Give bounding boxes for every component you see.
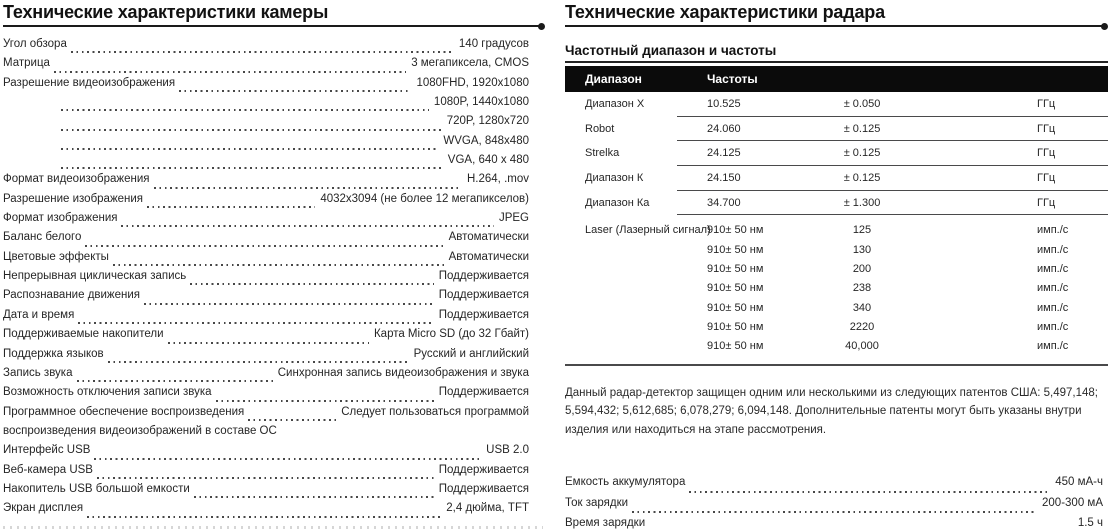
unit-label: имп./с [1037, 282, 1069, 295]
unit-label: имп./с [1037, 263, 1069, 276]
frequency-table-title: Частотный диапазон и частоты [565, 43, 777, 58]
pulse-rate-value: 238 [852, 282, 872, 295]
spec-row [3, 502, 529, 521]
dotted-leader [71, 51, 454, 53]
spec-label: Емкость аккумулятора [565, 476, 686, 489]
dotted-leader [168, 342, 369, 344]
unit-label: ГГц [1037, 147, 1056, 160]
tolerance-value: ± 0.125 [843, 172, 881, 185]
frequency-row [565, 117, 1108, 142]
radar-title-rule [565, 23, 1108, 31]
spec-value: 200-300 мА [1042, 496, 1103, 509]
dotted-leader [216, 400, 434, 402]
spacer-cell [922, 92, 1037, 117]
spec-row [3, 386, 529, 405]
spec-label: Непрерывная циклическая запись [3, 270, 187, 283]
spec-value: USB 2.0 [486, 444, 529, 457]
unit-label: ГГц [1037, 196, 1056, 209]
spec-value: Поддерживается [438, 463, 529, 476]
spec-label: Возможность отключения записи звука [3, 386, 212, 399]
frequency-table-rule [565, 61, 1108, 63]
laser-row [565, 337, 1108, 356]
dotted-leader [147, 206, 315, 208]
spec-value: 450 мА-ч [1055, 476, 1103, 489]
radar-section [565, 2, 1108, 529]
band-name [585, 241, 707, 260]
pulse-rate-value: 125 [852, 224, 872, 237]
spec-row [3, 406, 529, 425]
spec-row [3, 367, 529, 386]
frequency-value: 10.525 [707, 98, 741, 110]
unit-label: ГГц [1037, 98, 1056, 110]
dotted-leader [689, 491, 1050, 493]
spec-value: Поддерживается [438, 482, 529, 495]
spec-row [3, 231, 529, 250]
spec-label: Баланс белого [3, 231, 82, 244]
band-name [585, 299, 707, 318]
dotted-leader [61, 148, 438, 150]
band-name: Robot [585, 122, 615, 135]
dotted-leader [61, 109, 429, 111]
spec-row [3, 212, 529, 231]
spacer-cell [922, 241, 1037, 260]
wavelength-value: 910± 50 нм [707, 301, 764, 314]
spec-value: 4032x3094 (не более 12 мегапикселов) [320, 192, 529, 205]
unit-label: имп./с [1037, 301, 1069, 314]
frequency-value: 24.125 [707, 147, 741, 160]
spec-row [3, 328, 529, 347]
frequency-value: 24.060 [707, 122, 741, 135]
laser-rows [565, 215, 1108, 356]
spec-row [3, 57, 529, 76]
spec-value: JPEG [498, 212, 529, 225]
spec-value: Карта Micro SD (до 32 Гбайт) [373, 328, 529, 341]
spacer-cell [922, 260, 1037, 279]
dotted-leader [61, 167, 443, 169]
spacer-cell [922, 166, 1037, 191]
spec-value: 720P, 1280x720 [446, 115, 529, 128]
dotted-leader [194, 496, 434, 498]
spec-label: Цветовые эффекты [3, 250, 109, 263]
radar-section-title: Технические характеристики радара [565, 2, 885, 22]
spec-row [3, 96, 529, 115]
spec-label: Разрешение видеоизображения [3, 76, 176, 89]
spec-value: Поддерживается [438, 270, 529, 283]
spec-row [3, 309, 529, 328]
spec-row [3, 251, 529, 270]
unit-label: имп./с [1037, 224, 1069, 237]
spec-value: Поддерживается [438, 308, 529, 321]
spec-value: Автоматически [448, 231, 529, 244]
unit-label: ГГц [1037, 122, 1056, 135]
spec-label: Угол обзора [3, 38, 67, 50]
laser-row [565, 299, 1108, 318]
spec-row [3, 38, 529, 57]
spec-label: Распознавание движения [3, 289, 141, 302]
rule-line [565, 25, 1105, 27]
dotted-leader [632, 511, 1037, 513]
laser-row [565, 279, 1108, 298]
spec-row [3, 270, 529, 289]
dotted-leader [94, 458, 481, 460]
spec-value: Поддерживается [438, 289, 529, 302]
band-name: Диапазон X [585, 98, 645, 110]
spec-label: Накопитель USB большой емкости [3, 482, 190, 495]
dotted-leader [121, 225, 493, 227]
spec-row [3, 135, 529, 154]
frequency-row [565, 166, 1108, 191]
laser-row [565, 260, 1108, 279]
unit-label: ГГц [1037, 172, 1056, 185]
spec-label: Разрешение изображения [3, 192, 144, 205]
spacer-cell [922, 221, 1037, 240]
dotted-leader [77, 380, 273, 382]
spec-label: Программное обеспечение воспроизведения [3, 405, 245, 418]
spec-value: Поддерживается [438, 386, 529, 399]
spec-value: 3 мегапиксела, CMOS [411, 57, 529, 70]
spec-value: Русский и английский [413, 347, 529, 360]
frequency-row [565, 92, 1108, 117]
spec-value: Следует пользоваться программой [341, 405, 529, 418]
dotted-leader [87, 516, 441, 518]
spec-label: Ток зарядки [565, 496, 629, 509]
spec-value: VGA, 640 x 480 [447, 154, 529, 167]
spec-value: 1080P, 1440x1080 [433, 96, 529, 109]
band-name [585, 318, 707, 337]
band-name [585, 279, 707, 298]
rule-end-dot [538, 23, 545, 30]
dotted-leader [61, 129, 442, 131]
dotted-leader [248, 419, 336, 421]
band-name: Strelka [585, 147, 620, 160]
spec-label: Интерфейс USB [3, 444, 91, 457]
pulse-rate-value: 130 [852, 243, 872, 256]
wavelength-value: 910± 50 нм [707, 243, 764, 256]
camera-section-title: Технические характеристики камеры [3, 2, 329, 22]
spacer-cell [922, 299, 1037, 318]
unit-label: имп./с [1037, 320, 1069, 333]
dotted-leader [113, 264, 444, 266]
unit-label: имп./с [1037, 243, 1069, 256]
spec-row [565, 497, 1103, 517]
frequency-value: 24.150 [707, 172, 741, 185]
column-header-frequency: Частоты [707, 72, 758, 86]
spec-value: 1080FHD, 1920x1080 [416, 76, 529, 89]
spec-label: Матрица [3, 57, 50, 70]
spec-value: 1.5 ч [1077, 517, 1103, 529]
wavelength-value: 910± 50 нм [707, 282, 764, 295]
dotted-leader [154, 187, 462, 189]
camera-spec-list [3, 38, 545, 522]
dotted-leader [54, 71, 406, 73]
spec-row [3, 444, 529, 463]
spec-label: Поддерживаемые накопители [3, 328, 164, 341]
spec-row [3, 483, 529, 502]
laser-row [565, 221, 1108, 240]
wavelength-value: 910± 50 нм [707, 224, 764, 237]
camera-title-rule [3, 23, 545, 31]
wavelength-value: 910± 50 нм [707, 263, 764, 276]
spec-row [565, 517, 1103, 529]
spec-row [3, 173, 529, 192]
rule-line [3, 25, 542, 27]
dotted-leader [97, 477, 434, 479]
spec-row [3, 425, 529, 444]
wavelength-value: 910± 50 нм [707, 340, 764, 353]
laser-row [565, 318, 1108, 337]
dotted-leader [144, 303, 434, 305]
band-name [585, 260, 707, 279]
band-name [585, 337, 707, 356]
tolerance-value: ± 1.300 [843, 196, 881, 209]
frequency-rows [565, 92, 1108, 215]
frequency-row [565, 191, 1108, 216]
camera-section [3, 2, 545, 522]
pulse-rate-value: 40,000 [845, 340, 879, 353]
pulse-rate-value: 2220 [849, 320, 875, 333]
wavelength-value: 910± 50 нм [707, 320, 764, 333]
unit-label: имп./с [1037, 340, 1069, 353]
laser-row [565, 241, 1108, 260]
tolerance-value: ± 0.125 [843, 122, 881, 135]
spacer-cell [922, 141, 1037, 166]
spec-value: WVGA, 848x480 [443, 134, 529, 147]
radar-spec-list [565, 476, 1108, 529]
spec-label: Поддержка языков [3, 347, 104, 360]
spacer-cell [922, 337, 1037, 356]
spec-value: 2,4 дюйма, TFT [446, 502, 529, 515]
column-header-band: Диапазон [585, 72, 642, 86]
spec-row [3, 77, 529, 96]
band-name: Диапазон Ка [585, 196, 650, 209]
frequency-table [565, 66, 1108, 366]
tolerance-value: ± 0.125 [843, 147, 881, 160]
pulse-rate-value: 340 [852, 301, 872, 314]
spec-row [3, 115, 529, 134]
patent-note: Данный радар-детектор защищен одним или несколькими из следующих патентов США: 5,497,148; 5,594,432; 5,612,685; 6,078,279; 6,094,148. Дополнительные патенты могут быть указаны внутри изделия или находиться на этапе рассмотрения. [565, 386, 1098, 436]
dotted-leader [190, 283, 433, 285]
spec-label: Запись звука [3, 366, 73, 379]
dotted-leader [108, 361, 409, 363]
frequency-row [565, 141, 1108, 166]
frequency-value: 34.700 [707, 196, 741, 209]
dotted-leader [78, 322, 433, 324]
pulse-rate-value: 200 [852, 263, 872, 276]
dotted-leader [179, 90, 411, 92]
spec-row [3, 348, 529, 367]
spec-label: Веб-камера USB [3, 463, 93, 476]
spec-label: Время зарядки [565, 517, 646, 529]
rule-end-dot [1101, 23, 1108, 30]
spacer-cell [922, 117, 1037, 142]
spec-row [3, 193, 529, 212]
frequency-table-header [565, 66, 1108, 92]
spec-row [3, 154, 529, 173]
band-name: Laser (Лазерный сигнал) [585, 224, 711, 237]
spec-row [565, 476, 1103, 496]
spec-value: 140 градусов [458, 38, 529, 50]
dotted-leader [85, 245, 443, 247]
spec-label: Формат видеоизображения [3, 173, 150, 186]
spec-row [3, 464, 529, 483]
spacer-cell [922, 279, 1037, 298]
tolerance-value: ± 0.050 [843, 98, 881, 110]
spec-label: Дата и время [3, 308, 75, 321]
spec-value: Синхронная запись видеоизображения и звука [277, 366, 529, 379]
spec-label: Формат изображения [3, 212, 118, 225]
spacer-cell [922, 318, 1037, 337]
spacer-cell [922, 191, 1037, 216]
spec-label: воспроизведения видеоизображений в составе ОС [3, 424, 277, 437]
band-name: Диапазон К [585, 172, 644, 185]
spec-value: Автоматически [448, 250, 529, 263]
spec-value: H.264, .mov [467, 173, 529, 186]
spec-label: Экран дисплея [3, 502, 84, 515]
spec-row [3, 289, 529, 308]
